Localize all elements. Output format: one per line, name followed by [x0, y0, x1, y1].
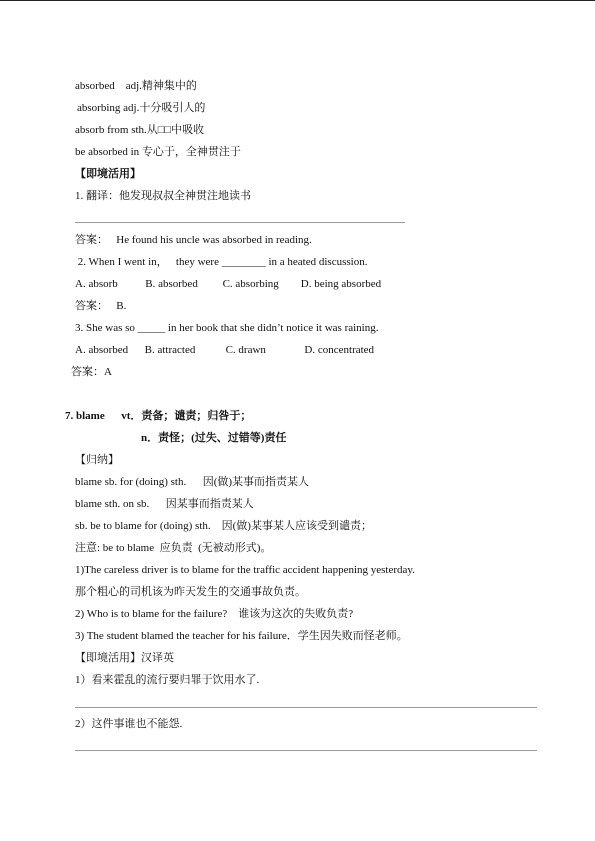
- usage-note: 注意: be to blame 应负责 (无被动形式)。: [75, 542, 272, 554]
- question-2: 2. When I went in， they were ________ in a heated discussion.: [75, 256, 368, 268]
- example-1-translation: 那个粗心的司机该为昨天发生的交通事故负责。: [75, 586, 306, 598]
- question-1: 1. 翻译：他发现叔叔全神贯注地读书: [75, 190, 251, 202]
- answer-line-2: [75, 707, 537, 708]
- pattern-3: sb. be to blame for (doing) sth. 因(做)某事某人应该受到谴责；: [75, 520, 372, 532]
- practice-heading: 【即境活用】: [75, 168, 141, 180]
- translate-item-1: 1）看来霍乱的流行要归罪于饮用水了.: [75, 674, 260, 686]
- blame-noun-sense: n．责怪；(过失、过错等)责任: [141, 432, 287, 444]
- answer-3: 答案：A: [71, 366, 112, 378]
- options-2: A. absorb B. absorbed C. absorbing D. being absorbed: [75, 278, 382, 290]
- question-3: 3. She was so _____ in her book that she didn’t notice it was raining.: [75, 322, 379, 334]
- pattern-1: blame sb. for (doing) sth. 因(做)某事而指责某人: [75, 476, 310, 488]
- practice-translate-heading: 【即境活用】汉译英: [75, 652, 174, 664]
- answer-line-3: [75, 750, 537, 751]
- answer-1: 答案： He found his uncle was absorbed in reading.: [75, 234, 312, 246]
- vocab-absorb-from: absorb from sth.从□□中吸收: [75, 124, 205, 136]
- options-3: A. absorbed B. attracted C. drawn D. concentrated: [75, 344, 375, 356]
- example-3: 3) The student blamed the teacher for his failure．学生因失败而怪老师。: [75, 630, 408, 642]
- vocab-absorbed: absorbed adj.精神集中的: [75, 80, 197, 92]
- example-1: 1)The careless driver is to blame for the traffic accident happening yesterday.: [75, 564, 415, 576]
- pattern-2: blame sth. on sb. 因某事而指责某人: [75, 498, 254, 510]
- blame-headword: 7. blame vt．责备；谴责；归咎于；: [65, 410, 252, 422]
- vocab-be-absorbed-in: be absorbed in 专心于，全神贯注于: [75, 146, 241, 158]
- answer-line-1: [75, 222, 405, 223]
- answer-2: 答案： B.: [75, 300, 127, 312]
- example-2: 2) Who is to blame for the failure? 谁该为这次的失败负责?: [75, 608, 354, 620]
- page-top-border: [0, 0, 595, 1]
- vocab-absorbing: absorbing adj.十分吸引人的: [77, 102, 206, 114]
- summary-heading: 【归纳】: [75, 454, 119, 466]
- translate-item-2: 2）这件事谁也不能怨.: [75, 718, 183, 730]
